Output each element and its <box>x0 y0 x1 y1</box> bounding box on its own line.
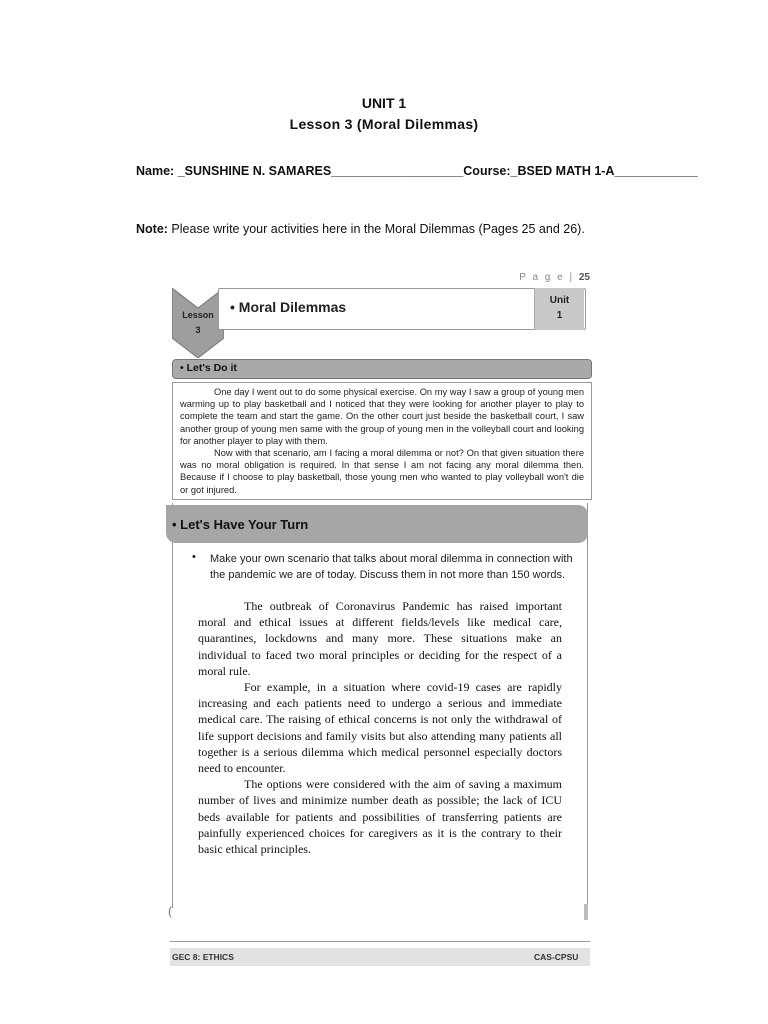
answer-text <box>198 598 562 857</box>
instruction-text: Make your own scenario that talks about moral dilemma in connection with the pandemic we are of today. Discuss them in not more than 150 words. <box>210 553 573 581</box>
answer-paragraph: The outbreak of Coronavirus Pandemic has raised important moral and ethical issues at different fields/levels like medical care, quarantines, lockdowns and many more. These situations make an individual to faced two moral principles or deciding for the respect of a moral rule. <box>198 599 562 678</box>
footer-divider <box>170 941 590 942</box>
name-label: Name: <box>136 164 175 178</box>
note-text: Please write your activities here in the Moral Dilemmas (Pages 25 and 26). <box>167 222 585 236</box>
unit-title: UNIT 1 <box>361 95 407 111</box>
lesson-badge-number: 3 <box>195 325 201 335</box>
note-line <box>136 222 585 236</box>
footer-course: GEC 8: ETHICS <box>172 952 234 962</box>
name-value: _SUNSHINE N. SAMARES___________________ <box>174 164 464 178</box>
note-label: Note: <box>136 222 168 236</box>
turn-heading: • Let's Have Your Turn <box>172 517 309 532</box>
page-number <box>519 272 590 283</box>
lesson-badge <box>172 308 224 338</box>
name-course-line <box>136 164 698 178</box>
lets-do-paragraph: Now with that scenario, am I facing a moral dilemma or not? On that given situation there was no moral obligation is required. In that sense I am not facing any moral dilemma then. Because if I choose to play basketball, those young men who wanted to play volleyball won't die or got injured. <box>180 448 584 495</box>
answer-paragraph: For example, in a situation where covid-19 cases are rapidly increasing and each patients need to undergo a serious and immediate medical care. The raising of ethical concerns is not only the withdrawal of life support decisions and family visits but also attending many patients all together is a serious dilemma which medical personnel especially doctors need to encounter. <box>198 680 562 776</box>
book-page-image <box>160 268 600 968</box>
cropped-fragment-left: ( <box>168 904 172 918</box>
unit-badge-number: 1 <box>556 310 563 321</box>
unit-badge-word: Unit <box>549 295 570 306</box>
course-label: Course: <box>463 164 511 178</box>
lets-do-paragraph: One day I went out to do some physical exercise. On my way I saw a group of young men warming up to play basketball and I noticed that they were looking for another player to play to complete the team and start the game. On the other court just beside the basketball court, I saw another group of young men same with the group of young men in the volleyball court and looking for another player to play with them. <box>180 387 584 446</box>
unit-badge <box>534 288 584 330</box>
lesson-header-title: • Moral Dilemmas <box>230 299 347 315</box>
cropped-fragment-right <box>584 904 588 920</box>
page-number-value: 25 <box>578 272 590 283</box>
lesson-badge-word: Lesson <box>182 310 214 320</box>
footer-institution: CAS-CPSU <box>534 952 579 962</box>
answer-paragraph: The options were considered with the aim of saving a maximum number of lives and minimize number death as possible; the lack of ICU beds available for patients and possibilities of transferring patients are painfully experienced choices for caregivers as it is the contrary to their basic ethical principles. <box>198 777 562 857</box>
instruction-bullet: • <box>192 551 196 563</box>
lesson-title: Lesson 3 (Moral Dilemmas) <box>289 116 479 132</box>
course-value: _BSED MATH 1-A____________ <box>510 164 698 178</box>
page-word: P a g e | <box>519 272 575 283</box>
lets-do-text-box <box>172 382 592 500</box>
lets-do-heading: • Let's Do it <box>180 362 237 374</box>
